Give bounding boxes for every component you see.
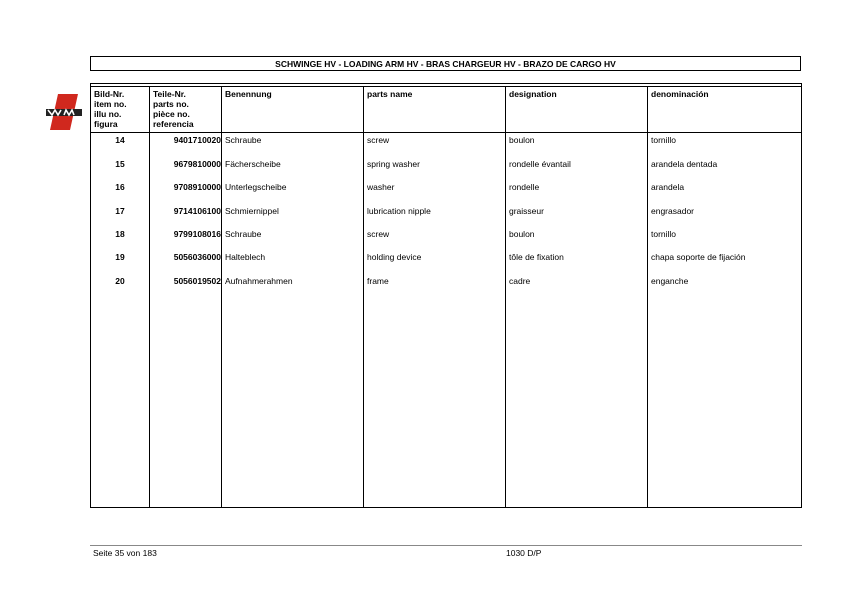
table-row: 18 9799108016 Schraube screw boulon tornillo (115, 229, 677, 239)
header-parts-name: parts name (367, 89, 413, 99)
table-row: 15 9679810000 Fächerscheibe spring washer rondelle évantail arandela dentada (115, 159, 718, 169)
table-row: 14 9401710020 Schraube screw boulon tornillo (115, 135, 677, 145)
header-designation: designation (509, 89, 557, 99)
table-row: 20 5056019502 Aufnahmerahmen frame cadre enganche (115, 276, 689, 286)
wm-logo-icon (44, 92, 84, 132)
table-row: 19 5056036000 Halteblech holding device tôle de fixation chapa soporte de fijación (115, 252, 746, 262)
table-row: 16 9708910000 Unterlegscheibe washer rondelle arandela (115, 182, 685, 192)
header-part-no: Teile-Nr. parts no. pièce no. referencia (153, 89, 194, 129)
page-number: Seite 35 von 183 (93, 548, 157, 558)
page-title: SCHWINGE HV - LOADING ARM HV - BRAS CHARGEUR HV - BRAZO DE CARGO HV (90, 56, 801, 71)
header-denominacion: denominación (651, 89, 709, 99)
header-benennung: Benennung (225, 89, 272, 99)
document-code: 1030 D/P (506, 548, 542, 558)
table-row: 17 9714106100 Schmiernippel lubrication nipple graisseur engrasador (115, 206, 695, 216)
footer-divider (90, 545, 802, 546)
parts-table (90, 83, 802, 508)
header-item-no: Bild-Nr. item no. illu no. figura (94, 89, 127, 129)
